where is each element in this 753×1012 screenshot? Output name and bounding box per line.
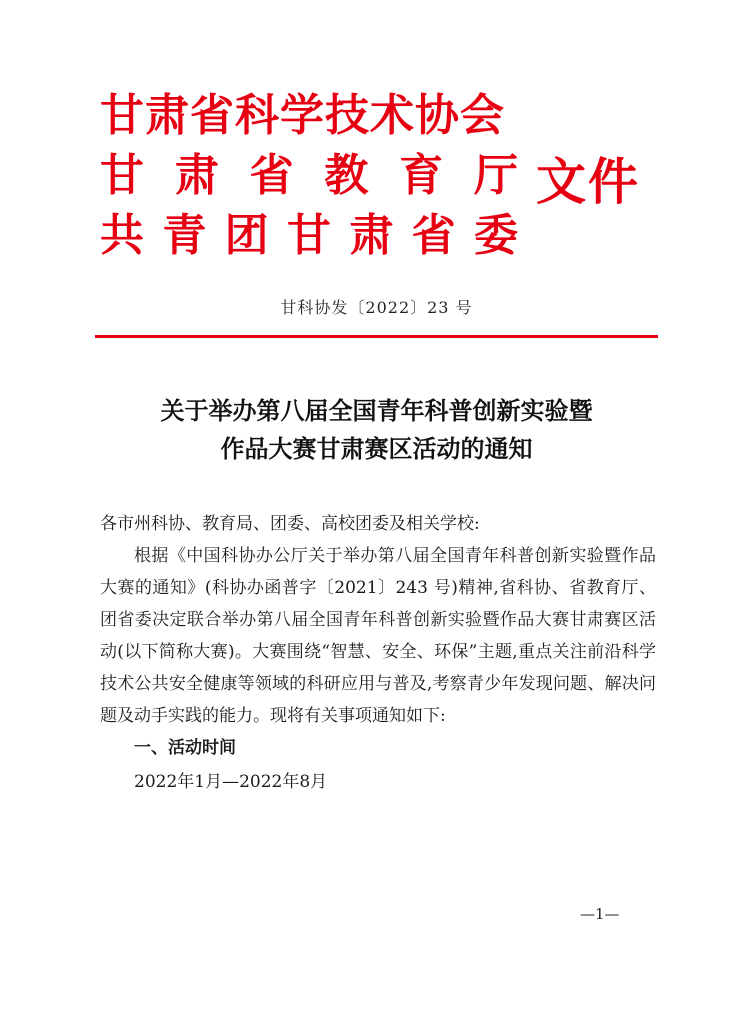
title-line-1: 关于举办第八届全国青年科普创新实验暨 [160,397,593,425]
issuing-authorities [100,92,520,272]
salutation: 各市州科协、教育局、团委、高校团委及相关学校: [100,514,480,534]
document-label: 文件 [536,153,640,211]
issuer-youth-league: 共青团甘肃省委 [100,210,518,261]
document-title [0,392,753,468]
issuer-science-association: 甘肃省科学技术协会 [100,90,505,141]
document-body [100,508,656,800]
issuer-education-department: 甘肃省教育厅 [100,150,518,201]
red-divider-line [95,335,658,338]
body-paragraph-1: 根据《中国科协办公厅关于举办第八届全国青年科普创新实验暨作品大赛的通知》(科协办函普字〔2021〕243 号)精神,省科协、省教育厅、团省委决定联合举办第八届全国青年科普创新实验暨作品大赛甘肃赛区活动(以下简称大赛)。大赛围绕“智慧、安全、环保”主题,重点关注前沿科学技术公共安全健康等领域的科研应用与普及,考察青少年发现问题、解决问题及动手实践的能力。现将有关事项通知如下: [100,546,656,726]
document-header [100,92,660,282]
document-number: 甘科协发〔2022〕23 号 [280,298,473,317]
page-number: —1— [580,905,620,923]
section-heading-activity-time: 一、活动时间 [134,738,236,758]
title-line-2: 作品大赛甘肃赛区活动的通知 [220,435,533,463]
section-content-activity-time: 2022年1月—2022年8月 [134,772,328,792]
